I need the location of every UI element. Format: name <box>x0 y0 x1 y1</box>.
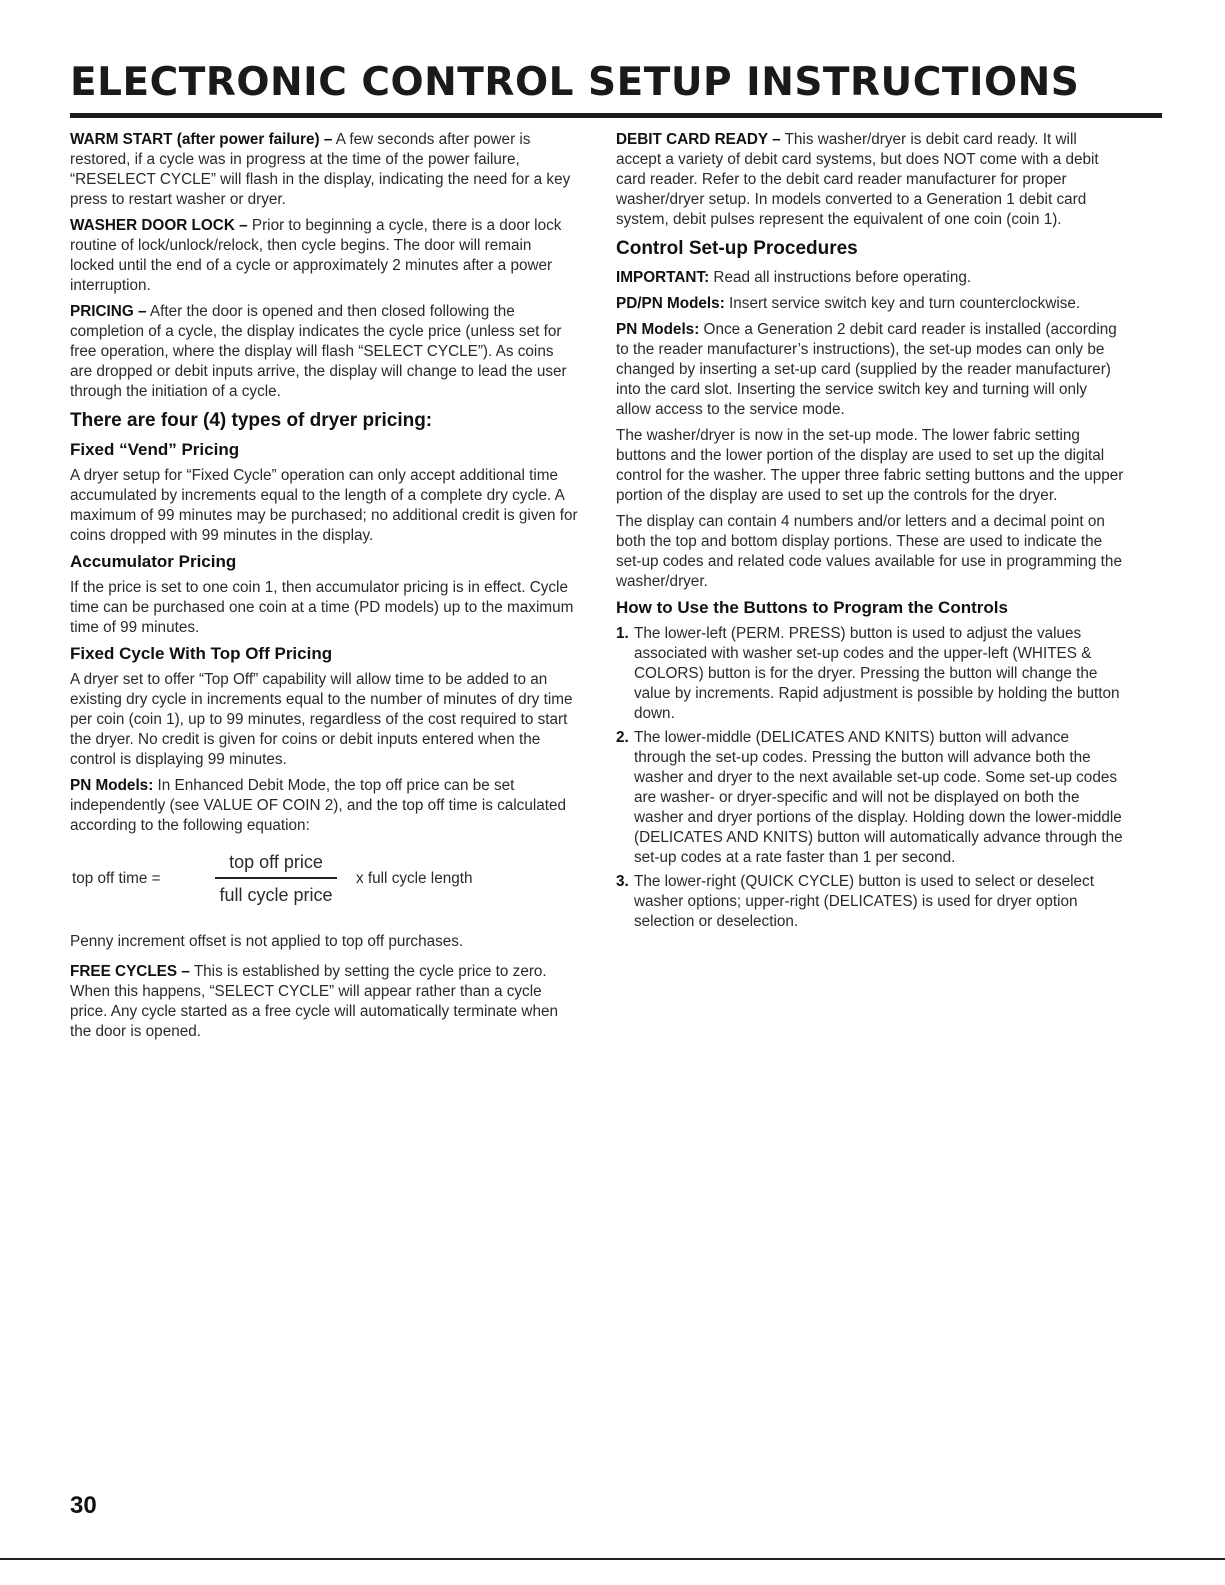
debit-card-text: This washer/dryer is debit card ready. It will accept a variety of debit card systems, but does NOT come with a debit card reader. Refer to the debit card reader manufacturer for proper washer/dryer setup. In models converted to a Generation 1 debit card system, debit pulses represent the equivalent of one coin (coin 1). <box>616 131 1099 228</box>
left-column <box>70 130 578 1048</box>
important-paragraph <box>616 268 1124 288</box>
formula-numerator: top off price <box>215 852 337 879</box>
pn-models-right-paragraph <box>616 320 1124 420</box>
buttons-heading: How to Use the Buttons to Program the Controls <box>616 598 1008 617</box>
pricing-types-heading: There are four (4) types of dryer pricing: <box>70 410 433 431</box>
free-cycles-text: This is established by setting the cycle price to zero. When this happens, “SELECT CYCLE” will appear rather than a cycle price. Any cycle started as a free cycle will automatically terminate when the door is opened. <box>70 963 559 1040</box>
formula-denominator: full cycle price <box>219 885 333 905</box>
step-text: The lower-middle (DELICATES AND KNITS) button will advance through the set-up codes. Pressing the button will advance both the washer and dryer to the next available set-up code. Some set-up codes are washer- or dryer-specific and will not be displayed on both the washer and dryer portions of the display. Holding down the lower-middle (DELICATES AND KNITS) button will automatically advance through the set-up codes at a rate faster than 1 per second. <box>634 729 1123 866</box>
top-off-text: A dryer set to offer “Top Off” capability will allow time to be added to an existing dry cycle in increments equal to the number of minutes of dry time per coin (coin 1), up to 99 minutes, regardless of the cost required to start the dryer. No credit is given for coins or debit inputs entered when the control is displaying 99 minutes. <box>70 671 573 768</box>
step-number: 3. <box>616 873 629 890</box>
bottom-rule <box>0 1558 1225 1560</box>
page-number: 30 <box>70 1492 97 1519</box>
control-setup-heading: Control Set-up Procedures <box>616 238 858 259</box>
warm-start-paragraph <box>70 130 578 210</box>
display-text: The display can contain 4 numbers and/or letters and a decimal point on both the top and bottom display portions. These are used to indicate the set-up codes and related code values available for use in programming the washer/dryer. <box>616 513 1122 590</box>
list-item <box>616 728 1124 868</box>
free-cycles-paragraph <box>70 962 578 1042</box>
debit-card-lead: DEBIT CARD READY – <box>616 131 781 148</box>
pn-models-right-text: Once a Generation 2 debit card reader is installed (according to the reader manufacturer’s instructions), the set-up modes can only be changed by inserting a set-up card (supplied by the reader manufacturer) into the card slot. Inserting the service switch key and turning will only allow access to the service mode. <box>616 321 1117 418</box>
fixed-vend-heading: Fixed “Vend” Pricing <box>70 440 240 459</box>
formula-lhs: top off time = <box>72 870 161 887</box>
accumulator-heading: Accumulator Pricing <box>70 552 237 571</box>
penny-note: Penny increment offset is not applied to top off purchases. <box>70 933 464 950</box>
pricing-text: After the door is opened and then closed following the completion of a cycle, the display indicates the cycle price (unless set for free operation, where the display will flash “SELECT CYCLE”). As coins are dropped or debit inputs arrive, the display will change to lead the user through the initiation of a cycle. <box>70 303 567 400</box>
door-lock-paragraph <box>70 216 578 296</box>
pn-models-right-lead: PN Models: <box>616 321 700 338</box>
step-text: The lower-right (QUICK CYCLE) button is used to select or deselect washer options; upper-right (DELICATES) is used for dryer option selection or deselection. <box>634 873 1094 930</box>
accumulator-text: If the price is set to one coin 1, then accumulator pricing is in effect. Cycle time can be purchased one coin at a time (PD models) up to the maximum time of 99 minutes. <box>70 579 574 636</box>
pdpn-models-text: Insert service switch key and turn counterclockwise. <box>724 295 1081 312</box>
door-lock-text: Prior to beginning a cycle, there is a door lock routine of lock/unlock/relock, then cycle begins. The door will remain locked until the end of a cycle or approximately 2 minutes after a power interruption. <box>70 217 562 294</box>
setup-mode-text: The washer/dryer is now in the set-up mode. The lower fabric setting buttons and the lower portion of the display are used to set up the digital control for the washer. The upper three fabric setting buttons and the upper portion of the display are used to set up the controls for the dryer. <box>616 427 1124 504</box>
top-off-heading: Fixed Cycle With Top Off Pricing <box>70 644 333 663</box>
pricing-lead: PRICING – <box>70 303 147 320</box>
step-number: 1. <box>616 625 629 642</box>
door-lock-lead: WASHER DOOR LOCK – <box>70 217 248 234</box>
pn-models-paragraph <box>70 776 578 836</box>
step-text: The lower-left (PERM. PRESS) button is used to adjust the values associated with washer set-up codes and the upper-left (WHITES & COLORS) button is for the dryer. Pressing the button will change the value by increments. Rapid adjustment is possible by holding the button down. <box>634 625 1120 722</box>
warm-start-text: A few seconds after power is restored, if a cycle was in progress at the time of the power failure, “RESELECT CYCLE” will flash in the display, indicating the need for a key press to restart washer or dryer. <box>70 131 571 208</box>
pn-models-lead: PN Models: <box>70 777 154 794</box>
formula-rhs: x full cycle length <box>356 870 473 887</box>
pdpn-models-lead: PD/PN Models: <box>616 295 725 312</box>
page-title: ELECTRONIC CONTROL SETUP INSTRUCTIONS <box>70 60 1080 105</box>
button-steps-list <box>616 624 1124 932</box>
top-off-formula <box>70 852 578 914</box>
debit-card-paragraph <box>616 130 1124 230</box>
important-lead: IMPORTANT: <box>616 269 710 286</box>
important-text: Read all instructions before operating. <box>709 269 972 286</box>
fixed-vend-text: A dryer setup for “Fixed Cycle” operation can only accept additional time accumulated by increments equal to the length of a complete dry cycle. A maximum of 99 minutes may be purchased; no additional credit is given for coins dropped with 99 minutes in the display. <box>70 467 578 544</box>
formula-fraction <box>215 852 337 906</box>
list-item <box>616 872 1124 932</box>
title-rule <box>70 113 1162 118</box>
free-cycles-lead: FREE CYCLES – <box>70 963 190 980</box>
pn-models-text: In Enhanced Debit Mode, the top off price can be set independently (see VALUE OF COIN 2), and the top off time is calculated according to the following equation: <box>70 777 566 834</box>
step-number: 2. <box>616 729 629 746</box>
right-column <box>616 130 1124 936</box>
pdpn-models-paragraph <box>616 294 1124 314</box>
list-item <box>616 624 1124 724</box>
warm-start-lead: WARM START (after power failure) – <box>70 131 333 148</box>
pricing-paragraph <box>70 302 578 402</box>
